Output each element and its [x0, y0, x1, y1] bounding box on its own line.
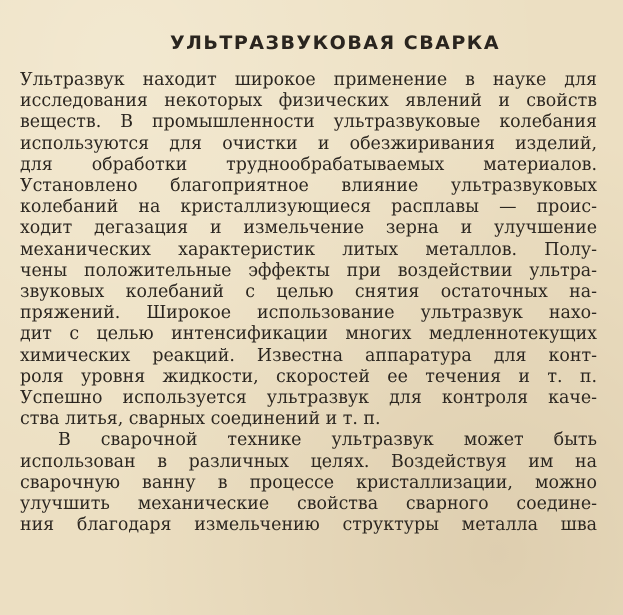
text-line: роля уровня жидкости, скоростей ее течения и т. п.	[20, 366, 597, 387]
text-line: В сварочной технике ультразвук может быть	[58, 430, 597, 451]
text-line: ства литья, сварных соединений и т. п.	[20, 409, 381, 430]
paragraph-2	[20, 430, 597, 536]
text-line: используются для очистки и обезжиривания изделий,	[20, 133, 597, 154]
paragraph-1	[20, 70, 597, 430]
text-line: для обработки труднообрабатываемых материалов.	[20, 154, 597, 175]
text-line: ходит дегазация и измельчение зерна и улучшение	[20, 218, 597, 239]
text-line: Установлено благоприятное влияние ультразвуковых	[20, 176, 597, 197]
text-line: пряжений. Широкое использование ультразвук нахо-	[20, 303, 597, 324]
text-line: звуковых колебаний с целью снятия остаточных на-	[20, 282, 597, 303]
text-line: веществ. В промышленности ультразвуковые колебания	[20, 112, 597, 133]
text-line: сварочную ванну в процессе кристаллизации, можно	[20, 472, 597, 493]
section-title: УЛЬТРАЗВУКОВАЯ СВАРКА	[170, 32, 501, 54]
text-line: использован в различных целях. Воздействуя им на	[20, 451, 597, 472]
text-line: химических реакций. Известна аппаратура для конт-	[20, 345, 597, 366]
text-line: ния благодаря измельчению структуры металла шва	[20, 515, 597, 536]
text-line: исследования некоторых физических явлений и свойств	[20, 91, 597, 112]
text-line: Успешно используется ультразвук для контроля каче-	[20, 388, 597, 409]
text-line: дит с целью интенсификации многих медленнотекущих	[20, 324, 597, 345]
text-line: чены положительные эффекты при воздействии ультра-	[20, 260, 597, 281]
text-line: колебаний на кристаллизующиеся расплавы — проис-	[20, 197, 597, 218]
text-line: Ультразвук находит широкое применение в науке для	[20, 70, 597, 90]
text-line: механических характеристик литых металлов. Полу-	[20, 239, 597, 260]
text-line: улучшить механические свойства сварного соедине-	[20, 494, 597, 515]
